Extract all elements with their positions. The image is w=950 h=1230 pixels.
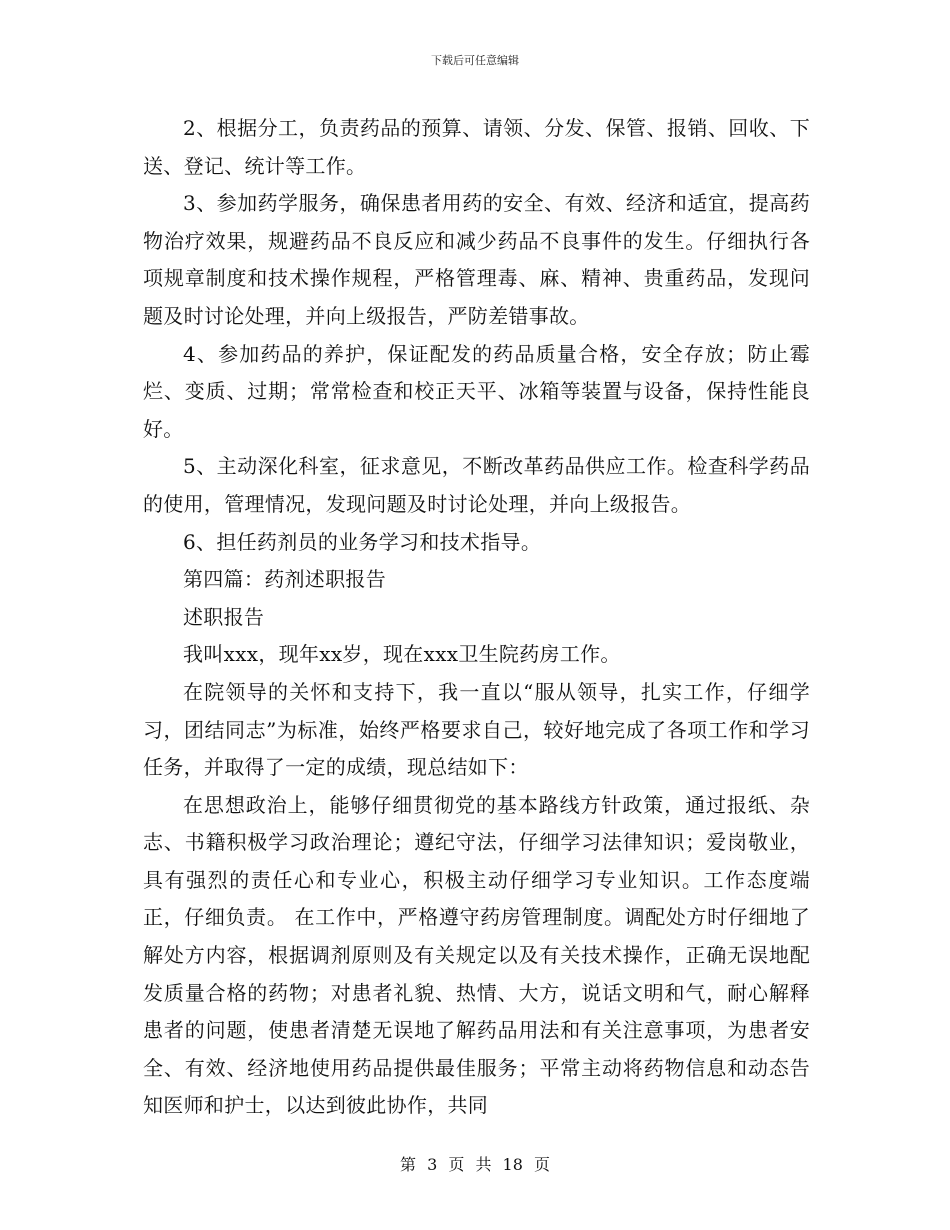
paragraph-item-4: 4、参加药品的养护，保证配发的药品质量合格，安全存放；防止霉烂、变质、过期；常常检查和校正天平、冰箱等装置与设备，保持性能良好。 bbox=[143, 341, 810, 441]
paragraph-item-2: 2、根据分工，负责药品的预算、请领、分发、保管、报销、回收、下送、登记、统计等工作。 bbox=[143, 116, 810, 178]
paragraph-item-5: 5、主动深化科室，征求意见，不断改革药品供应工作。检查科学药品的使用，管理情况，发现问题及时讨论处理，并向上级报告。 bbox=[143, 454, 810, 516]
report-title: 述职报告 bbox=[183, 604, 265, 629]
section-heading: 第四篇：药剂述职报告 bbox=[183, 567, 386, 592]
paragraph-item-3: 3、参加药学服务，确保患者用药的安全、有效、经济和适宜，提高药物治疗效果，规避药品不良反应和减少药品不良事件的发生。仔细执行各项规章制度和技术操作规程，严格管理毒、麻、精神、贵重药品，发现问题及时讨论处理，并向上级报告，严防差错事故。 bbox=[143, 191, 810, 328]
paragraph-summary: 在院领导的关怀和支持下，我一直以“服从领导，扎实工作，仔细学习，团结同志”为标准，始终严格要求自己，较好地完成了各项工作和学习任务，并取得了一定的成绩，现总结如下： bbox=[143, 679, 810, 780]
paragraph-item-6: 6、担任药剂员的业务学习和技术指导。 bbox=[183, 529, 542, 554]
document-body bbox=[143, 110, 810, 1125]
paragraph-political: 在思想政治上，能够仔细贯彻党的基本路线方针政策，通过报纸、杂志、书籍积极学习政治理论；遵纪守法，仔细学习法律知识；爱岗敬业，具有强烈的责任心和专业心，积极主动仔细学习专业知识。工作态度端正，仔细负责。 在工作中，严格遵守药房管理制度。调配处方时仔细地了解处方内容，根据调剂原则及有关规定以及有关技术操作，正确无误地配发质量合格的药物；对患者礼貌、热情、大方，说话文明和气，耐心解释患者的问题，使患者清楚无误地了解药品用法和有关注意事项，为患者安全、有效、经济地使用药品提供最佳服务；平常主动将药物信息和动态告知医师和护士，以达到彼此协作，共同 bbox=[143, 792, 810, 1118]
page-header: 下载后可任意编辑 bbox=[431, 54, 519, 67]
page-footer: 第 3 页 共 18 页 bbox=[400, 1155, 550, 1174]
paragraph-intro: 我叫xxx，现年xx岁，现在xxx卫生院药房工作。 bbox=[183, 642, 621, 667]
